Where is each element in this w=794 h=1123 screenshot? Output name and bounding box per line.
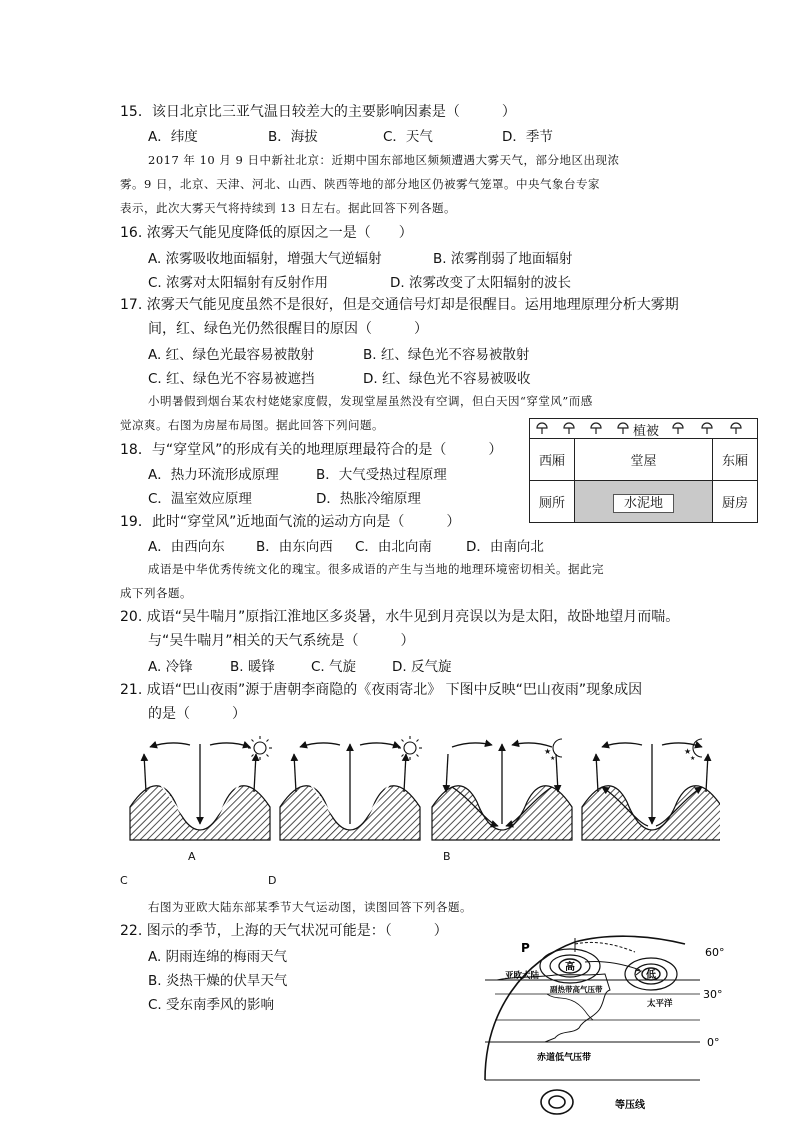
q17-stem-line-1: 17. 浓雾天气能见度虽然不是很好，但是交通信号灯却是很醒目。运用地理原理分析大雾期: [120, 297, 679, 313]
q16-option-c: C. 浓雾对太阳辐射有反射作用: [148, 275, 329, 291]
vegetation-row: [530, 419, 758, 439]
isobar-legend-label: 等压线: [615, 1100, 645, 1111]
moon-icon: [684, 739, 702, 762]
sun-icon: [398, 736, 422, 760]
high-pressure-label: 高: [565, 962, 575, 973]
tree-icon: [589, 421, 603, 435]
east-room: 东厢: [713, 439, 758, 481]
fog-passage-line-2: 雾。9 日，北京、天津、河北、山西、陕西等地的部分地区仍被雾气笼罩。中央气象台专家: [120, 177, 600, 191]
svg-text:★: ★: [684, 747, 692, 756]
q18-option-d: D．热胀冷缩原理: [316, 491, 421, 507]
q17-option-d: D. 红、绿色光不容易被吸收: [363, 371, 531, 387]
equatorial-low-label: 赤道低气压带: [537, 1053, 592, 1063]
q18-option-b: B．大气受热过程原理: [316, 467, 447, 483]
q16-option-b: B. 浓雾削弱了地面辐射: [433, 251, 573, 267]
q19-option-d: D．由南向北: [466, 539, 544, 555]
q20-stem-line-1: 20. 成语“吴牛喘月”原指江淮地区多炎暑，水牛见到月亮误以为是太阳，故卧地望月而喘。: [120, 609, 680, 625]
fog-passage-line-1: 2017 年 10 月 9 日中新社北京：近期中国东部地区频频遭遇大雾天气，部分地区出现浓: [148, 153, 620, 167]
svg-text:★: ★: [544, 747, 552, 756]
idiom-passage-line-2: 成下列各题。: [120, 586, 192, 600]
cement-yard-label: 水泥地: [613, 494, 674, 513]
continent-label: 亚欧大陆: [505, 971, 540, 981]
point-p-label: P: [521, 941, 530, 955]
q19-option-c: C．由北向南: [355, 539, 432, 555]
tree-icon: [562, 421, 576, 435]
subtropical-high-label: 副热带高气压带: [550, 985, 603, 994]
q17-stem-line-2: 间，红、绿色光仍然很醒目的原因（ ）: [148, 321, 428, 337]
q17-option-a: A. 红、绿色光最容易被散射: [148, 347, 315, 363]
q21-stem-line-1: 21. 成语“巴山夜雨”源于唐朝李商隐的《夜雨寄北》 下图中反映“巴山夜雨”现象成因: [120, 682, 643, 698]
valley-diagram-a: [130, 743, 270, 840]
tree-icon: [535, 421, 549, 435]
valley-diagrams: [120, 732, 720, 842]
tree-icon: [700, 421, 714, 435]
map-passage: 右图为亚欧大陆东部某季节大气运动图，读图回答下列各题。: [148, 900, 472, 914]
q20-option-c: C. 气旋: [311, 659, 357, 675]
q18-option-c: C．温室效应原理: [148, 491, 252, 507]
q19-option-b: B．由东向西: [256, 539, 333, 555]
lat-30-label: 30°: [703, 988, 723, 1001]
ocean-label: 太平洋: [647, 999, 673, 1009]
lat-60-label: 60°: [705, 946, 725, 959]
q19-option-a: A．由西向东: [148, 539, 225, 555]
q22-option-b: B. 炎热干燥的伏旱天气: [148, 973, 288, 989]
q21-label-d: D: [268, 874, 277, 887]
svg-text:★: ★: [690, 755, 696, 762]
q21-stem-line-2: 的是（ ）: [148, 706, 246, 722]
fog-passage-line-3: 表示，此次大雾天气将持续到 13 日左右。据此回答下列各题。: [120, 201, 456, 215]
q15-option-d: D．季节: [502, 129, 553, 145]
q17-option-b: B. 红、绿色光不容易被散射: [363, 347, 530, 363]
sun-icon: [248, 736, 272, 760]
q19-stem: 19．此时“穿堂风”近地面气流的运动方向是（ ）: [120, 514, 461, 530]
q20-stem-line-2: 与“吴牛喘月”相关的天气系统是（ ）: [148, 633, 415, 649]
tree-icon: [729, 421, 743, 435]
svg-text:★: ★: [550, 755, 556, 762]
q20-option-a: A. 冷锋: [148, 659, 193, 675]
lat-0-label: 0°: [707, 1036, 720, 1049]
valley-diagram-b: [280, 743, 420, 840]
west-room: 西厢: [530, 439, 575, 481]
house-layout-figure: [529, 418, 758, 523]
kitchen: 厨房: [713, 481, 758, 523]
q15-stem: 15．该日北京比三亚气温日较差大的主要影响因素是（ ）: [120, 104, 516, 120]
idiom-passage-line-1: 成语是中华优秀传统文化的瑰宝。很多成语的产生与当地的地理环境密切相关。据此完: [148, 562, 604, 576]
q15-option-b: B．海拔: [268, 129, 318, 145]
q17-option-c: C. 红、绿色光不容易被遮挡: [148, 371, 315, 387]
moon-icon: [544, 739, 562, 762]
q22-option-c: C. 受东南季风的影响: [148, 997, 275, 1013]
q21-label-a: A: [188, 850, 196, 863]
wind-passage-line-1: 小明暑假到烟台某农村姥姥家度假，发现堂屋虽然没有空调，但白天因“穿堂风”而感: [148, 394, 593, 408]
q16-stem: 16. 浓雾天气能见度降低的原因之一是（ ）: [120, 225, 413, 241]
q16-option-a: A. 浓雾吸收地面辐射，增强大气逆辐射: [148, 251, 382, 267]
q18-option-a: A．热力环流形成原理: [148, 467, 279, 483]
pressure-map: [475, 930, 735, 1120]
toilet: 厕所: [530, 481, 575, 523]
cement-yard: [575, 481, 713, 523]
q21-label-b: B: [443, 850, 451, 863]
wind-passage-line-2: 觉凉爽。右图为房屋布局图。据此回答下列问题。: [120, 418, 384, 432]
q15-option-a: A．纬度: [148, 129, 198, 145]
valley-diagram-d: [582, 743, 720, 840]
q15-option-c: C．天气: [383, 129, 433, 145]
low-pressure-label: 低: [646, 970, 656, 981]
hall: 堂屋: [575, 439, 713, 481]
q22-stem: 22. 图示的季节，上海的天气状况可能是：（ ）: [120, 923, 448, 939]
q22-option-a: A. 阴雨连绵的梅雨天气: [148, 949, 288, 965]
q20-option-b: B. 暖锋: [230, 659, 275, 675]
tree-icon: [671, 421, 685, 435]
q18-stem: 18．与“穿堂风”的形成有关的地理原理最符合的是（ ）: [120, 442, 503, 458]
q20-option-d: D. 反气旋: [392, 659, 452, 675]
vegetation-label: 植被: [633, 423, 660, 439]
q21-label-c: C: [120, 874, 128, 887]
isobar-legend-icon: [541, 1090, 573, 1114]
q16-option-d: D. 浓雾改变了太阳辐射的波长: [390, 275, 571, 291]
tree-icon: [616, 421, 630, 435]
